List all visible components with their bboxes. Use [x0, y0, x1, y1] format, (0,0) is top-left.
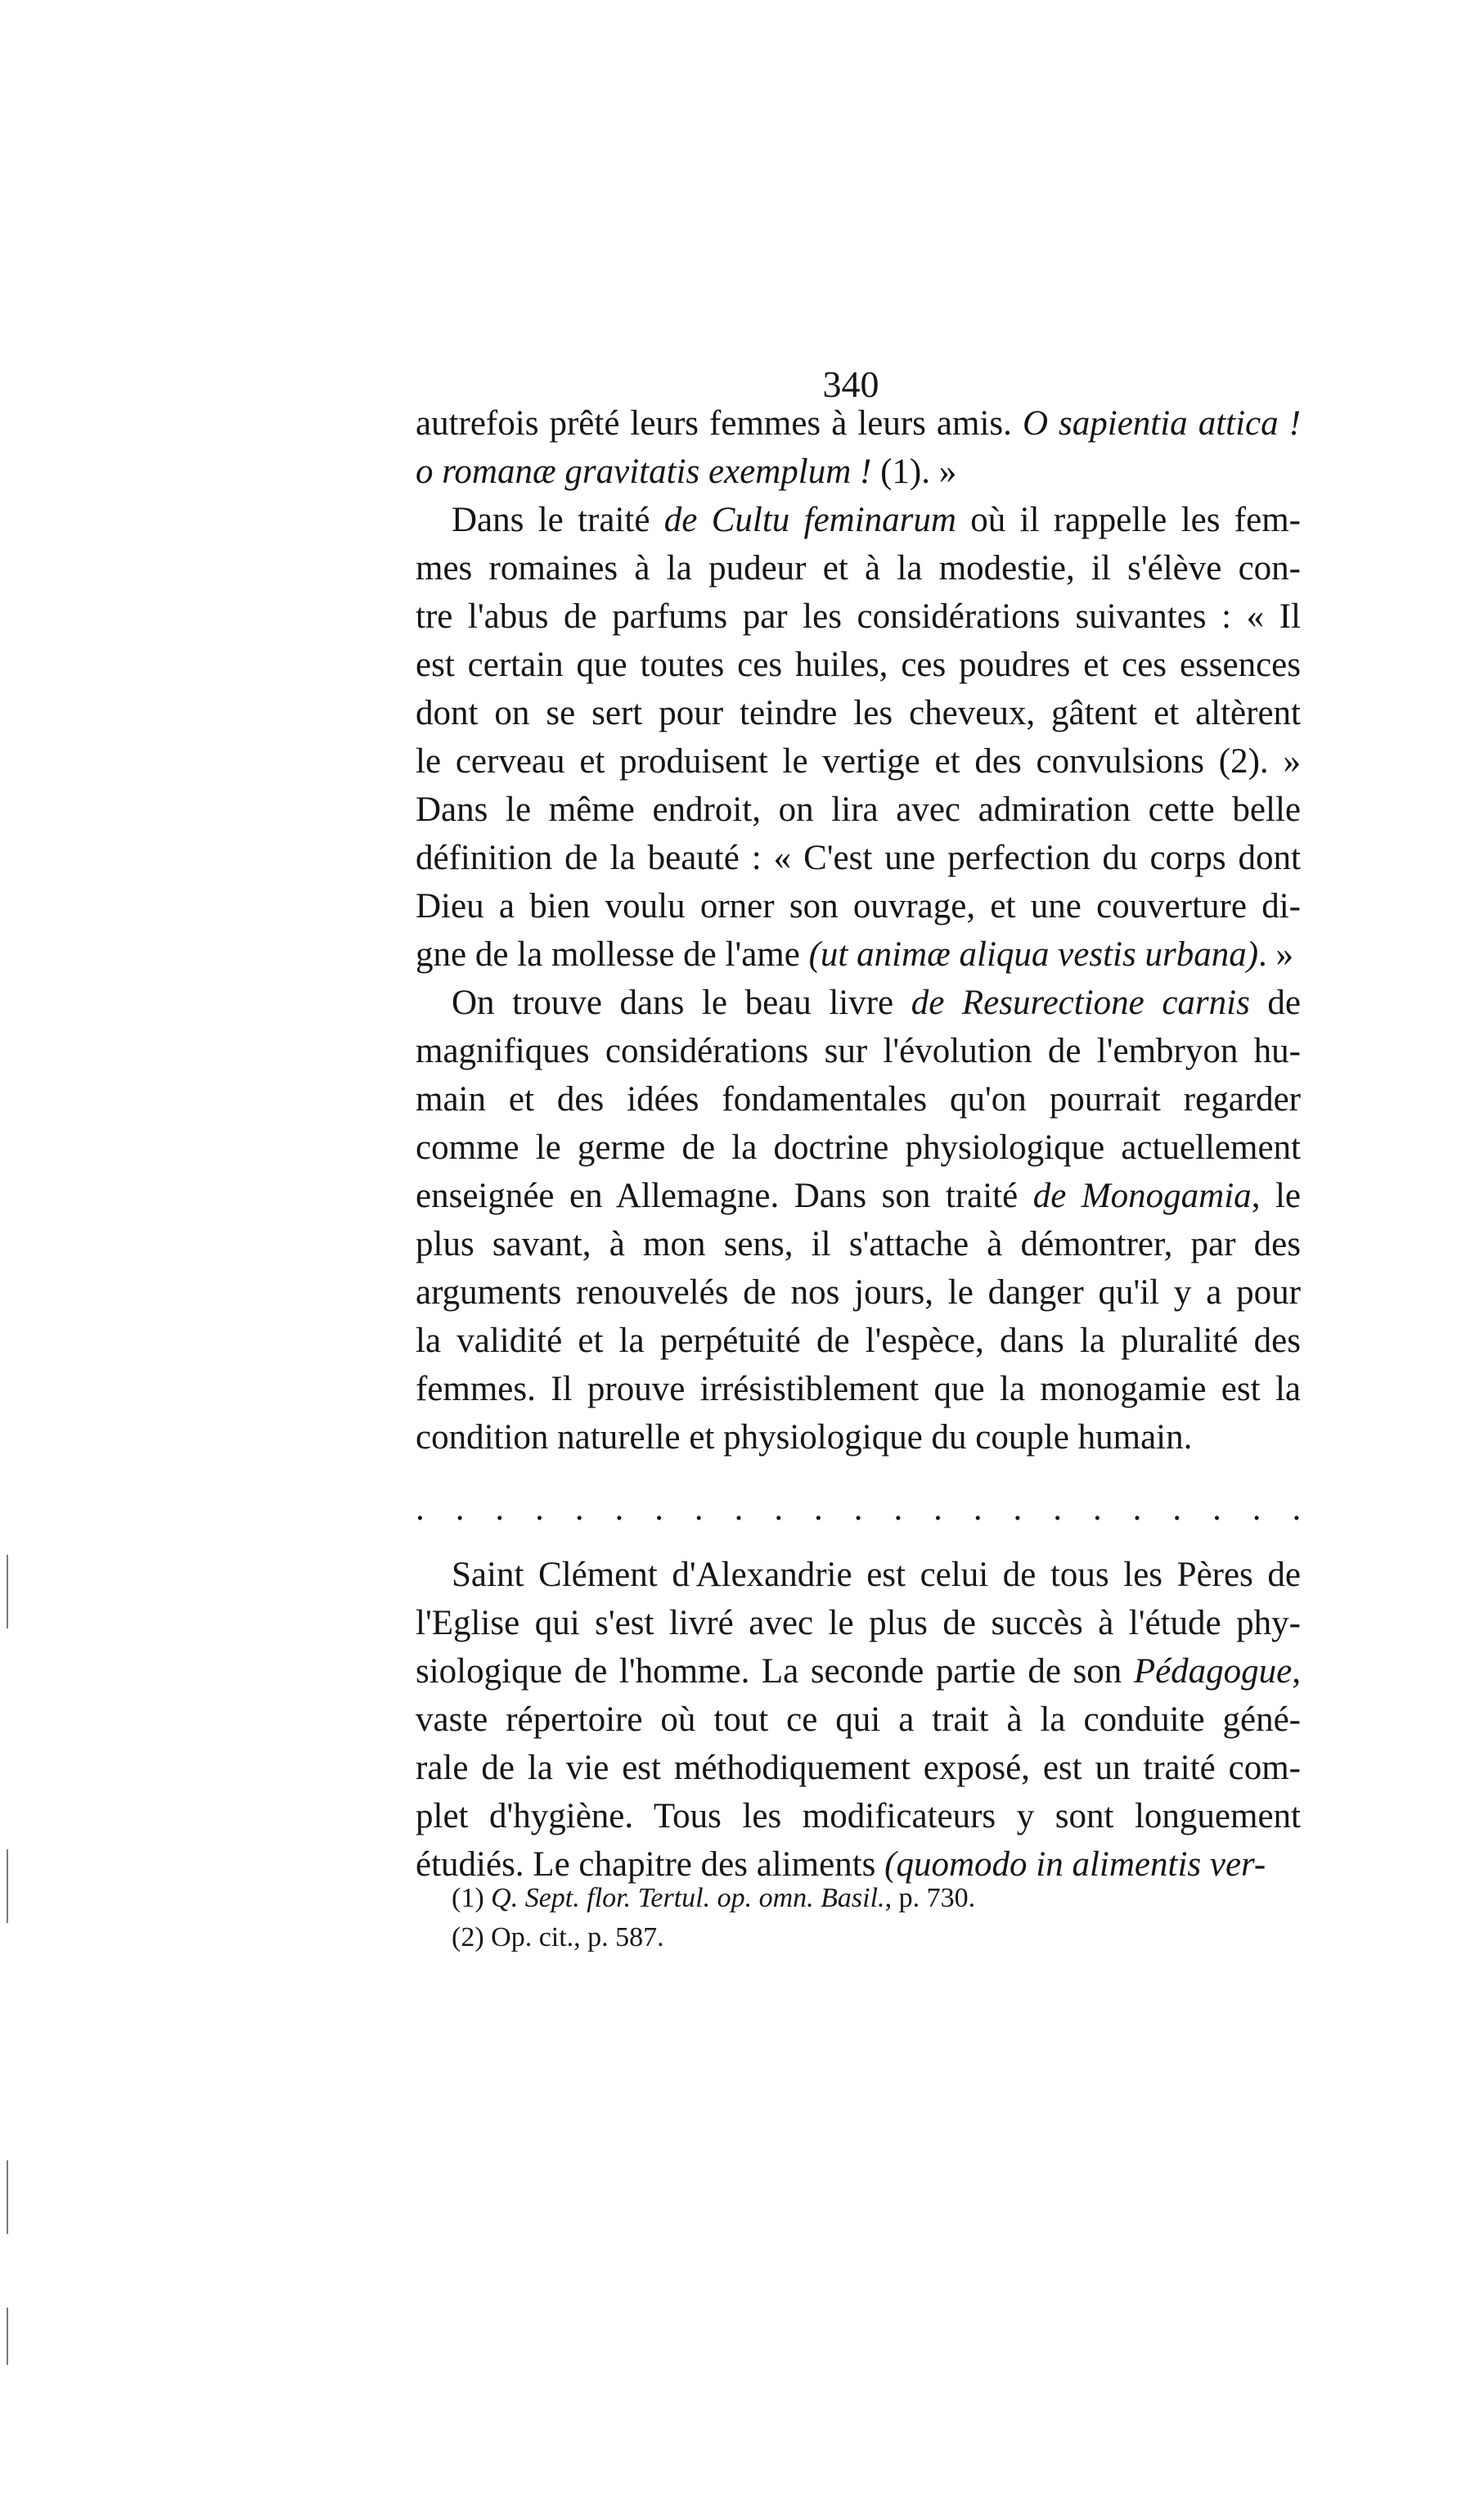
text-run: la validité et la perpétuité de l'espèce, dans la pluralité des — [416, 1322, 1301, 1360]
separator-dot: . — [853, 1489, 863, 1528]
text-run: femmes. Il prouve irrésistiblement que la monogamie est la — [416, 1370, 1301, 1408]
text-run: Dans le même endroit, on lira avec admiration cette belle — [416, 790, 1301, 829]
text-line — [416, 1220, 1301, 1268]
text-run: On trouve dans le beau livre — [452, 984, 911, 1022]
text-run: rale de la vie est méthodiquement exposé, est un traité com- — [416, 1749, 1301, 1787]
italic-text: de Cultu feminarum — [663, 501, 956, 539]
text-run: , — [1292, 1652, 1301, 1691]
text-run: plet d'hygiène. Tous les modificateurs y sont longuement — [416, 1797, 1301, 1835]
italic-text: de Monogamia — [1032, 1177, 1252, 1215]
scan-edge-mark — [7, 1555, 8, 1628]
text-line — [416, 1172, 1301, 1220]
text-line — [416, 737, 1301, 786]
paragraph-2 — [416, 496, 1301, 979]
paragraph-1 — [416, 399, 1301, 496]
separator-dot: . — [1092, 1489, 1102, 1528]
text-run: main et des idées fondamentales qu'on pourrait regarder — [416, 1080, 1301, 1119]
text-line — [416, 786, 1301, 834]
separator-dot: . — [654, 1489, 663, 1528]
scan-edge-mark — [7, 2160, 8, 2234]
text-line — [416, 544, 1301, 592]
text-line — [416, 1696, 1301, 1744]
text-run: comme le germe de la doctrine physiologique actuellement — [416, 1128, 1301, 1167]
text-run: Dieu a bien voulu orner son ouvrage, et une couverture di- — [416, 887, 1301, 925]
text-line — [416, 1744, 1301, 1792]
separator-dot: . — [893, 1489, 903, 1528]
text-run: magnifiques considérations sur l'évolution de l'embryon hu- — [416, 1032, 1301, 1070]
italic-text: O sapientia attica ! — [1022, 404, 1301, 443]
italic-text: (ut animæ aliqua vestis urbana) — [808, 935, 1259, 974]
text-run: , p. 730. — [884, 1883, 976, 1913]
text-run: Saint Clément d'Alexandrie est celui de tous les Pères de — [452, 1556, 1301, 1594]
paragraph-4 — [416, 1551, 1301, 1889]
italic-text: Pédagogue — [1133, 1652, 1293, 1691]
text-line — [416, 1124, 1301, 1172]
text-line — [416, 834, 1301, 882]
text-line — [416, 1317, 1301, 1365]
text-run: Dans le traité — [452, 501, 664, 539]
text-line — [416, 1413, 1301, 1461]
text-run: (1). » — [871, 453, 957, 491]
separator-dot: . — [1172, 1489, 1182, 1528]
text-run: le cerveau et produisent le vertige et des convulsions (2). » — [416, 742, 1301, 781]
separator-dot: . — [535, 1489, 544, 1528]
separator-dot: . — [1053, 1489, 1062, 1528]
text-run: , le — [1251, 1177, 1301, 1215]
separator-dot: . — [1292, 1489, 1302, 1528]
text-run: définition de la beauté : « C'est une perfection du corps dont — [416, 839, 1301, 877]
text-line — [416, 1075, 1301, 1124]
separator-dot: . — [1013, 1489, 1023, 1528]
text-line — [416, 1792, 1301, 1840]
separator-dot: . — [455, 1489, 465, 1528]
text-run: gne de la mollesse de l'ame — [416, 935, 809, 974]
separator-dot: . — [416, 1489, 425, 1528]
separator-dot: . — [1212, 1489, 1221, 1528]
text-line — [416, 448, 1301, 496]
separator-dot: . — [1132, 1489, 1142, 1528]
separator-dot: . — [933, 1489, 942, 1528]
text-line — [416, 1365, 1301, 1413]
italic-text: de Resurectione carnis — [911, 984, 1250, 1022]
separator-dot: . — [574, 1489, 584, 1528]
separator-dot: . — [614, 1489, 624, 1528]
body-text — [416, 399, 1301, 1889]
text-run: (1) — [452, 1883, 492, 1913]
text-line — [416, 979, 1301, 1027]
separator-dot: . — [734, 1489, 744, 1528]
text-run: enseignée en Allemagne. Dans son traité — [416, 1177, 1033, 1215]
scan-edge-mark — [7, 1849, 8, 1923]
italic-text: (quomodo in alimentis ver- — [884, 1845, 1266, 1884]
text-run: arguments renouvelés de nos jours, le danger qu'il y a pour — [416, 1273, 1301, 1312]
text-run: dont on se sert pour teindre les cheveux, gâtent et altèrent — [416, 694, 1301, 732]
text-line — [416, 882, 1301, 930]
text-line — [416, 1551, 1301, 1599]
text-run: . » — [1258, 935, 1294, 974]
italic-text: Q. Sept. flor. Tertul. op. omn. Basil. — [491, 1883, 885, 1913]
separator-dots — [416, 1484, 1301, 1533]
text-line — [416, 496, 1301, 544]
page-number: 340 — [822, 363, 879, 405]
text-line — [416, 1647, 1301, 1696]
separator-dot: . — [495, 1489, 505, 1528]
separator-dot: . — [694, 1489, 704, 1528]
text-run: de — [1249, 984, 1301, 1022]
footnotes — [452, 1879, 1270, 1957]
text-run: (2) Op. cit., p. 587. — [452, 1922, 664, 1952]
text-run: est certain que toutes ces huiles, ces poudres et ces essences — [416, 646, 1301, 684]
text-line — [416, 641, 1301, 689]
scan-edge-mark — [7, 2308, 8, 2365]
text-line — [416, 930, 1301, 979]
text-run: où il rappelle les fem- — [956, 501, 1301, 539]
text-line — [416, 1599, 1301, 1647]
separator-dot: . — [1252, 1489, 1261, 1528]
text-run: condition naturelle et physiologique du couple humain. — [416, 1418, 1193, 1457]
text-run: l'Eglise qui s'est livré avec le plus de succès à l'étude phy- — [416, 1604, 1301, 1642]
italic-text: o romanæ gravitatis exemplum ! — [416, 453, 872, 491]
text-line — [416, 399, 1301, 448]
text-run: vaste répertoire où tout ce qui a trait à la conduite géné- — [416, 1700, 1301, 1739]
separator-dot: . — [814, 1489, 823, 1528]
separator-dot: . — [973, 1489, 983, 1528]
text-line — [416, 689, 1301, 737]
text-run: tre l'abus de parfums par les considérations suivantes : « Il — [416, 597, 1301, 636]
text-run: mes romaines à la pudeur et à la modestie, il s'élève con- — [416, 549, 1301, 588]
text-run: siologique de l'homme. La seconde partie de son — [416, 1652, 1134, 1691]
text-run: autrefois prêté leurs femmes à leurs amis. — [416, 404, 1023, 443]
text-run: plus savant, à mon sens, il s'attache à démontrer, par des — [416, 1225, 1301, 1263]
text-line — [416, 1268, 1301, 1317]
separator-dot: . — [774, 1489, 784, 1528]
paragraph-3 — [416, 979, 1301, 1461]
footnote-1 — [452, 1879, 1270, 1918]
text-run: étudiés. Le chapitre des aliments — [416, 1845, 885, 1884]
text-line — [416, 1027, 1301, 1075]
text-line — [416, 592, 1301, 641]
footnote-2 — [452, 1918, 1270, 1957]
